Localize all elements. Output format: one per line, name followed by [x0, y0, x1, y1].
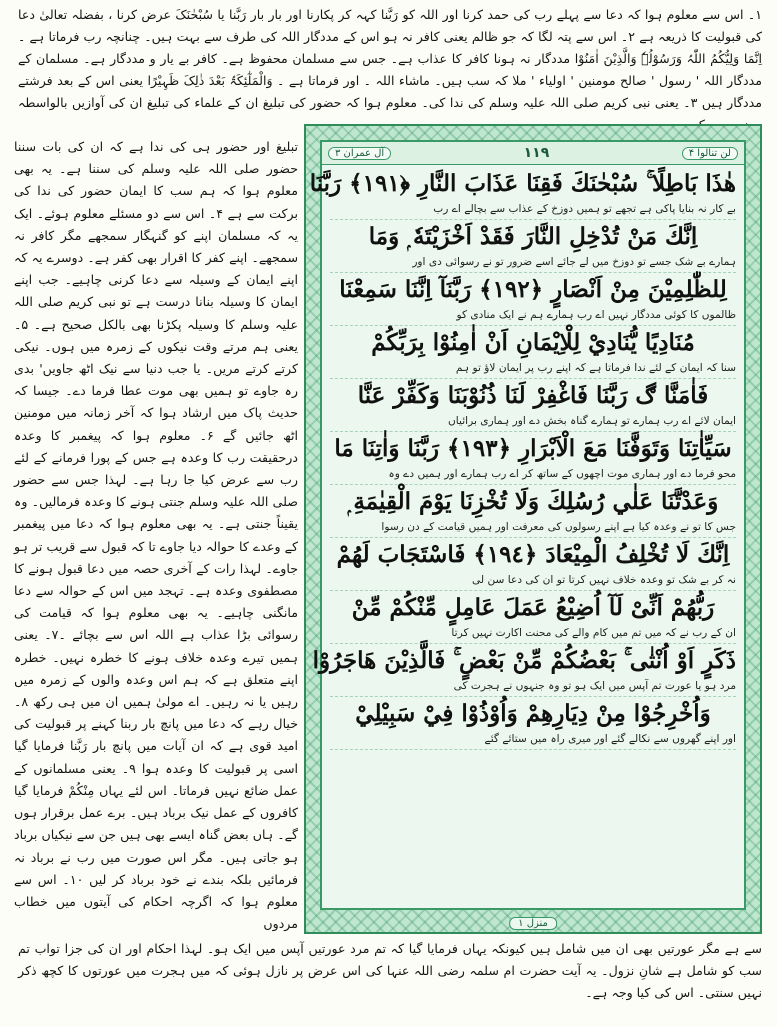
juz-label: لن تنالوا ۴ — [682, 147, 738, 160]
arabic-line: ذَكَرٍ اَوْ اُنْثٰى ۚ بَعْضُكُمْ مِّنْ بَعْضٍ ۚ فَالَّذِيْنَ هَاجَرُوْا — [312, 647, 736, 674]
quran-body — [309, 165, 744, 750]
translation-line: ظالموں کا کوئی مددگار نہیں اے رب ہمارے ہم نے ایک منادی کو — [330, 307, 736, 326]
arabic-line: هٰذَا بَاطِلًا ۚ سُبْحٰنَكَ فَقِنَا عَذَابَ النَّارِ ﴿١٩١﴾ رَبَّنَا — [309, 170, 736, 197]
translation-line: جس کا تو نے وعدہ کیا ہے اپنے رسولوں کی معرفت اور ہمیں قیامت کے دن رسوا — [330, 519, 736, 538]
translation-line: نہ کر بے شک تو وعدہ خلاف نہیں کرتا تو ان کی دعا سن لی — [330, 572, 736, 591]
bottom-commentary: سے ہے مگر عورتیں بھی ان میں شامل ہیں کیونکہ یہاں فرمایا گیا کہ تم مرد عورتیں آپس میں ایک ہو۔ لہذا احکام اور ان کی جزا تواب تم سب کو شامل ہے شانِ نزول۔ یہ آیت حضرت ام سلمہ رضی اللہ عنہا کی اس عرض پر نازل ہوئی کہ میں ہجرت میں عورتوں کا کچھ ذکر نہیں سنتی۔ اس کی کیا وجہ ہے۔ — [18, 941, 762, 1000]
arabic-line: سَيِّاٰتِنَا وَتَوَفَّنَا مَعَ الْاَبْرَارِ ﴿١٩٣﴾ رَبَّنَا وَاٰتِنَا مَا — [334, 435, 732, 462]
translation-line: ایمان لائے اے رب ہمارے تو ہمارے گناہ بخش دے اور ہماری برائیاں — [330, 413, 736, 432]
quran-panel-inner — [309, 140, 746, 910]
manzil-label: منزل ۱ — [509, 917, 557, 930]
translation-line: ہمارے بے شک جسے تو دوزخ میں لے جائے اسے ضرور تو نے رسوائی دی اور — [330, 254, 736, 273]
translation-line: اور اپنے گھروں سے نکالے گئے اور میری راہ میں ستائے گئے — [330, 731, 736, 750]
translation-line: مرد ہو یا عورت تم آپس میں ایک ہو تو وہ جنہوں نے ہجرت کی — [330, 678, 736, 697]
arabic-line: رَبُّهُمْ اَنِّىْ لَآ اُضِيْعُ عَمَلَ عَامِلٍ مِّنْكُمْ مِّنْ — [351, 594, 715, 621]
arabic-line: وَعَدْتَّنَا عَلٰي رُسُلِكَ وَلَا تُخْزِنَا يَوْمَ الْقِيٰمَةِ ۭ — [347, 488, 719, 515]
arabic-line: مُنَادِيًا يُّنَادِيْ لِلْاِيْمَانِ اَنْ اٰمِنُوْا بِرَبِّكُمْ — [371, 329, 695, 356]
quran-header — [322, 142, 744, 165]
translation-line: ان کے رب نے کہ میں تم میں کام والے کی محنت اکارت نہیں کرتا — [330, 625, 736, 644]
translation-line: بے کار نہ بنایا پاکی ہے تجھے تو ہمیں دوزخ کے عذاب سے بچالے اے رب — [330, 201, 736, 220]
arabic-line: لِلظّٰلِمِيْنَ مِنْ اَنْصَارٍ ﴿١٩٢﴾ رَبَّنَآ اِنَّنَا سَمِعْنَا — [339, 276, 727, 303]
arabic-line: وَاُخْرِجُوْا مِنْ دِيَارِهِمْ وَاُوْذُوْا فِيْ سَبِيْلِيْ — [355, 700, 711, 727]
arabic-line: اِنَّكَ مَنْ تُدْخِلِ النَّارَ فَقَدْ اَخْزَيْتَهٗ ۭ وَمَا — [368, 223, 698, 250]
translation-line: سنا کہ ایمان کے لئے ندا فرماتا ہے کہ اپنے رب پر ایمان لاؤ تو ہم — [330, 360, 736, 379]
page-number: ۱۱۹ — [523, 145, 550, 161]
translation-line: محو فرما دے اور ہماری موت اچھوں کے ساتھ کر اے رب ہمارے اور ہمیں دے وہ — [330, 466, 736, 485]
surah-label: آل عمران ۳ — [328, 147, 391, 160]
quran-panel — [304, 124, 762, 934]
top-commentary: ۱۔ اس سے معلوم ہوا کہ دعا سے پہلے رب کی حمد کرنا اور اللہ کو رَبَّنا کہہ کر پکارنا اور بار بار رَبَّنا یا سُبْحٰنَکَ عرض کرنا ، بفضلہ تعالیٰ دعا کی قبولیت کا ذریعہ ہے ۲۔ اس سے پتہ لگا کہ جو ظالم یعنی کافر نہ ہو اس کے مددگار اللہ کی طرف سے بہت ہیں۔ چنانچہ رب فرماتا ہے ۔ اِنَّمَا وَلِیُّکُمُ اللّٰہُ وَرَسُوْلُہٗ وَالَّذِیْنَ اٰمَنُوْا مددگار نہ ہونا کافر کا عذاب ہے۔ جس سے مسلمان محفوظ ہے۔ کافر بے یار و مددگار ہے۔ مسلمان کے مددگار اللہ ' رسول ' صالح مومنین ' اولیاء ' ملا کہ سب ہیں۔ ماشاء اللہ ۔ اور فرماتا ہے ۔ وَالْمَلٰٓئِکَۃُ بَعْدَ ذٰلِکَ ظَہِیْرًا یعنی اس کے بعد فرشتے مددگار ہیں ۳۔ یعنی نبی کریم صلی اللہ علیہ وسلم کی ندا کی۔ معلوم ہوا کہ حضور کی تبلیغ ان کے علماء کی تبلیغ ان کی آوازیں بالواسطہ — [18, 7, 763, 110]
arabic-line: اِنَّكَ لَا تُخْلِفُ الْمِيْعَادَ ﴿١٩٤﴾ فَاسْتَجَابَ لَهُمْ — [336, 541, 730, 568]
side-commentary: تبلیغ اور حضور ہی کی ندا ہے کہ ان کی بات سننا حضور صلی اللہ علیہ وسلم کی سننا ہے۔ یہ بھی معلوم ہوا کہ ہم سب کا ایمان حضور کی ندا کی برکت سے ہے ۴۔ اس سے دو مسئلے معلوم ہوئے۔ ایک یہ کہ مسلمان اپنے کو گنہگار سمجھے مگر کافر نہ سمجھے۔ اپنے کفر کا اقرار بھی کفر ہے۔ دوسرے یہ کہ اپنے ایمان کے وسیلہ سے دعا کرنی چاہیے۔ جب اپنے ایمان کا وسیلہ بنانا درست ہے تو نبی کریم صلی اللہ علیہ وسلم کا وسیلہ پکڑنا بھی بالکل صحیح ہے۔ ۵۔ یعنی ہم مرتے وقت نیکوں کے زمرہ میں ہوں۔ نیکی کرتے کرتے مریں۔ یا جب دنیا سے نیک اٹھ جاویں' بدی رہ جاوے تو ہمیں بھی موت عطا فرما دے۔ جیسا کہ حدیث پاک میں ارشاد ہوا کہ آخر زمانہ میں مومنین اٹھ جائیں گے ۶۔ معلوم ہوا کہ پیغمبر کا وعدہ درحقیقت رب کا وعدہ ہے جس کے پورا فرمانے کے لئے رب سے عرض کیا جا رہا ہے۔ لہذا جس سے حضور صلی اللہ علیہ وسلم جنتی ہونے کا وعدہ فرمالیں۔ وہ یقیناً جنتی ہے۔ یہ بھی معلوم ہوا کہ دعا میں پیغمبر کے وعدے کا حوالہ دیا جاوے تا کہ قبول سے قریب تر ہو جاوے۔ لہذا رات کے آخری حصہ میں دعا قبول ہونے کا مصطفوی وعدہ ہے۔ تہجد میں اس کے حوالہ سے دعا مانگنی چاہیے۔ یہ بھی معلوم ہوا کہ قیامت کی رسوائی بڑا عذاب ہے اللہ اس سے بچائے ۔۷۔ یعنی ہمیں تیرے وعدہ خلاف ہونے کا خطرہ نہیں۔ خطرہ اپنے متعلق ہے کہ ہم اس وعدہ والوں کے زمرہ میں رہیں یا نہ رہیں۔ اے مولیٰ ہمیں ان میں ہی رکھ ۸۔ خیال رہے کہ دعا میں پانچ بار ربنا کہنے پر قبولیت کی امید قوی ہے کہ ان آیات میں پانچ بار رَبَّنا فرمایا گیا اسی پر قبولیت کا وعدہ ہوا ۹۔ یعنی مسلمانوں کے عمل ضائع نہیں فرماتا۔ اس لئے یہاں مِنْکُمْ فرمایا گیا کافروں کے عمل نیک برباد ہیں۔ برے عمل برقرار ہوں گے۔ ہاں بعض گناہ ایسے بھی ہیں جن سے نیکیاں برباد ہو جاتی ہیں۔ مگر اس صورت میں رب نے برباد نہ فرمائیں بلکہ بندے نے خود برباد کر لیں ۱۰۔ اس سے معلوم ہوا کہ اگرچہ احکام کی آیتوں میں خطاب مردوں — [14, 139, 298, 932]
arabic-line: فَاٰمَنَّا ڰ رَبَّنَا فَاغْفِرْ لَنَا ذُنُوْبَنَا وَكَفِّرْ عَنَّا — [357, 382, 709, 409]
